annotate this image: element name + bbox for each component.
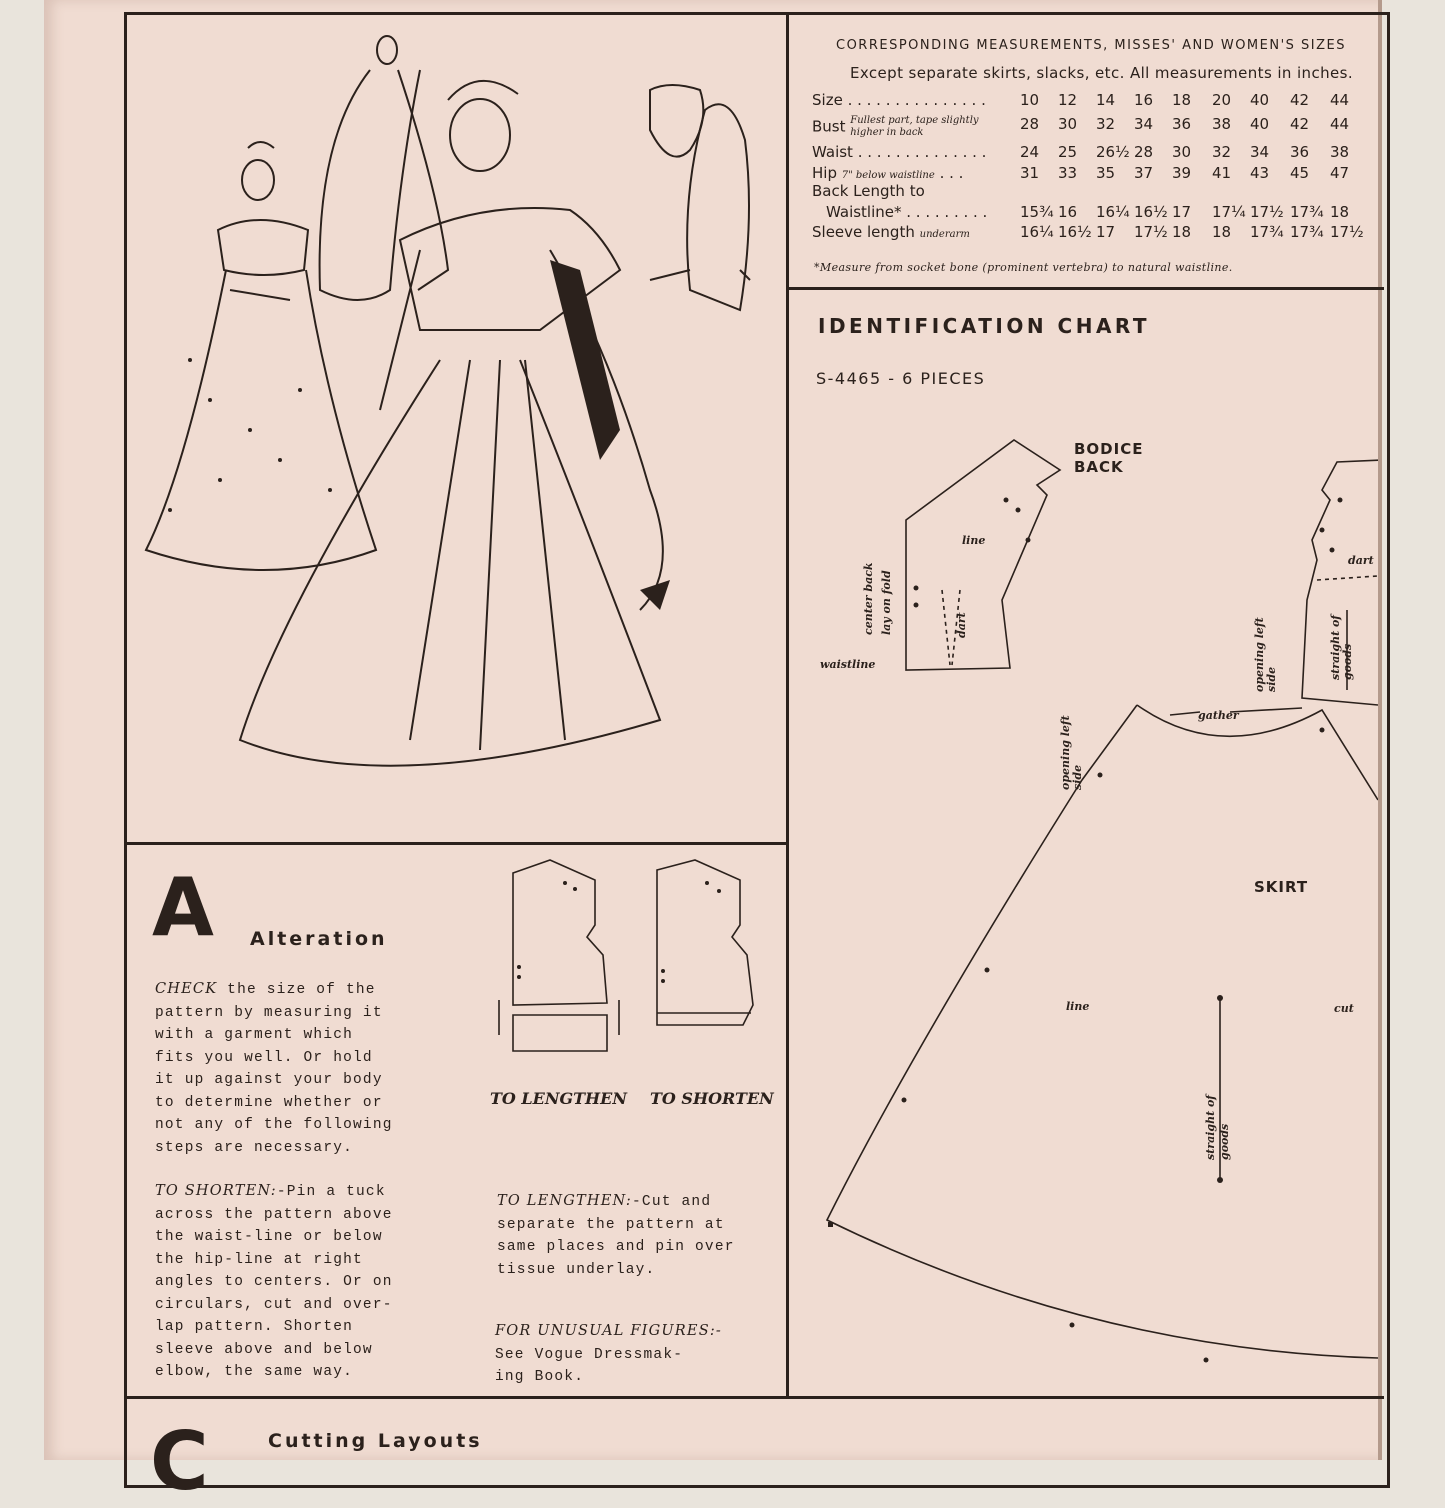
column-divider: [786, 12, 789, 1398]
bodice-front-dart-label: dart: [1348, 554, 1374, 567]
alteration-diagrams: [495, 855, 775, 1065]
measurements-title: CORRESPONDING MEASUREMENTS, MISSES' AND WOMEN'S SIZES: [836, 38, 1347, 53]
bodice-back-label: BODICE BACK: [1074, 440, 1144, 476]
bodice-back-outline: [906, 440, 1060, 670]
measurement-divider: [789, 287, 1384, 290]
cutting-letter: C: [150, 1415, 209, 1508]
row-label: Size: [812, 91, 843, 109]
skirt-grain-label: straight of goods: [1204, 1094, 1231, 1160]
bodice-front-grain-label: straight of goods: [1329, 614, 1354, 680]
skirt-line-label: line: [1066, 1000, 1090, 1013]
measurements-subtitle: Except separate skirts, slacks, etc. All measurements in inches.: [850, 64, 1354, 82]
skirt-label: SKIRT: [1254, 878, 1309, 896]
check-paragraph: CHECK the size of the pattern by measuring it with a garment which fits you well. Or hold it up against your body to determine whether or not any of the following steps are necessary.: [155, 981, 393, 1156]
to-lengthen-caption: TO LENGTHEN: [490, 1089, 627, 1108]
center-back-label: center back: [862, 562, 875, 635]
skirt-cut-label: cut: [1334, 1002, 1354, 1015]
bodice-back-line-label: line: [962, 534, 986, 547]
bodice-back-dart-label: dart: [955, 612, 968, 638]
bottom-divider: [127, 1396, 1384, 1399]
skirt-outline: [827, 705, 1378, 1358]
bust-note: Fullest part, tape slightly higher in back: [850, 115, 979, 138]
bodice-front-opening-label: opening left side: [1253, 617, 1278, 692]
skirt-opening-label: opening left side: [1059, 715, 1084, 790]
lay-on-fold-label: lay on fold: [880, 570, 893, 635]
unusual-figures-paragraph: FOR UNUSUAL FIGURES:- See Vogue Dressmak- ing Book.: [495, 1323, 723, 1385]
identification-title: IDENTIFICATION CHART: [818, 314, 1151, 338]
lengthen-paragraph: TO LENGTHEN:-Cut and separate the pattern at same places and pin over tissue underlay.: [497, 1193, 735, 1278]
cutting-title: Cutting Layouts: [268, 1430, 483, 1452]
pattern-number: S-4465 - 6 PIECES: [816, 369, 986, 388]
illustration-divider: [127, 842, 787, 845]
waistline-label: waistline: [820, 658, 876, 671]
shorten-paragraph: TO SHORTEN:-Pin a tuck across the pattern above the waist-line or below the hip-line at right angles to centers. Or on circulars, cut and over- lap pattern. Shorten sleeve above and below elbow, the same way.: [155, 1183, 393, 1380]
to-shorten-caption: TO SHORTEN: [650, 1089, 774, 1108]
alteration-title: Alteration: [250, 928, 388, 950]
measurements-footnote: *Measure from socket bone (prominent vertebra) to natural waistline.: [814, 261, 1233, 274]
skirt-gather-label: gather: [1198, 709, 1239, 722]
fashion-illustration: [130, 30, 780, 835]
alteration-letter: A: [152, 861, 214, 954]
